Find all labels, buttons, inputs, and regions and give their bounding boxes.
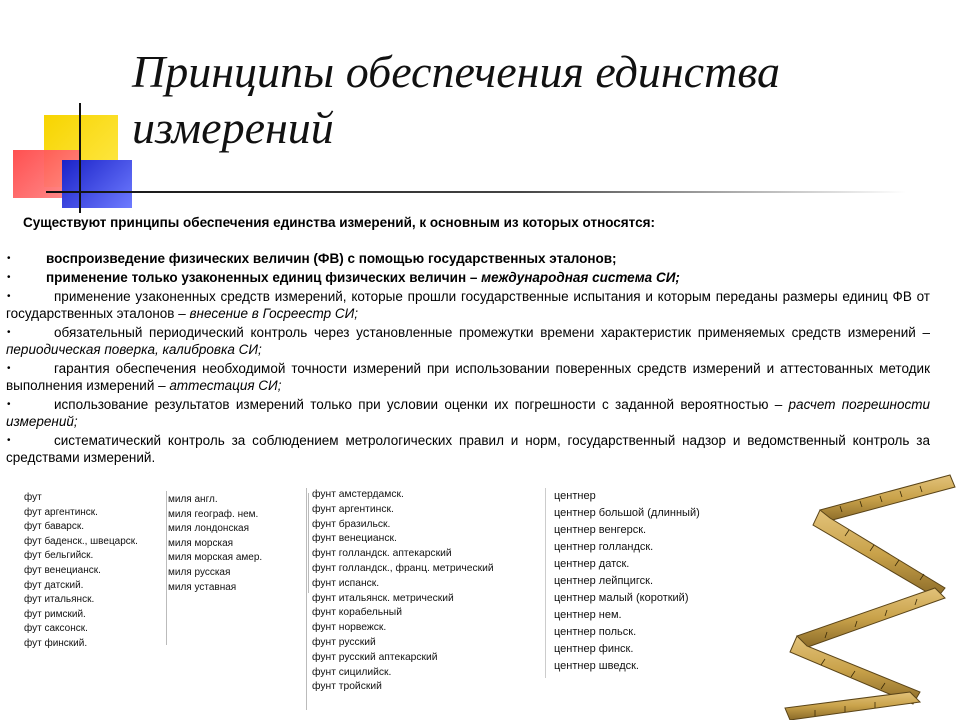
unit-list-item: миля уставная bbox=[168, 581, 237, 593]
bullet-dot-icon: • bbox=[7, 327, 11, 338]
unit-list-item: фут бельгийск. bbox=[24, 550, 94, 562]
unit-list-item: центнер большой (длинный) bbox=[554, 507, 700, 519]
unit-list-item: фут саксонск. bbox=[24, 623, 88, 635]
unit-list-item: миля морская амер. bbox=[168, 552, 263, 564]
bullet-item: • гарантия обеспечения необходимой точности измерений при использовании поверенных средств измерений и аттестованных методик выполнения измерений – аттестация СИ; bbox=[6, 361, 930, 393]
unit-list-item: миля русская bbox=[168, 566, 231, 578]
unit-list-item: фунт русский аптекарский bbox=[312, 651, 438, 663]
unit-list-item: центнер шведск. bbox=[554, 660, 639, 672]
unit-list-item: фут баварск. bbox=[24, 521, 85, 533]
pound-units-list bbox=[306, 488, 524, 710]
unit-list-item: фунт голландск., франц. метрический bbox=[312, 562, 494, 574]
bullet-item: • систематический контроль за соблюдением метрологических правил и норм, государственный надзор и ведомственный контроль за средствами измерений. bbox=[6, 433, 930, 465]
unit-list-item: фунт сицилийск. bbox=[312, 666, 392, 678]
unit-list-item: фунт корабельный bbox=[312, 607, 402, 619]
unit-list-item: центнер bbox=[554, 490, 596, 502]
unit-list-item: фут баденск., швецарск. bbox=[24, 535, 138, 547]
unit-list-item: фунт аргентинск. bbox=[312, 503, 394, 515]
unit-list-item: фут аргентинск. bbox=[24, 506, 98, 518]
bullet-dot-icon: • bbox=[7, 399, 11, 410]
intro-text: Существуют принципы обеспечения единства измерений, к основным из которых относятся: bbox=[23, 215, 656, 230]
unit-list-item: миля англ. bbox=[168, 494, 218, 505]
principles-list bbox=[0, 250, 930, 466]
unit-list-item: миля морская bbox=[168, 537, 234, 549]
unit-list-item: центнер венгерск. bbox=[554, 524, 647, 536]
slide-title: Принципы обеспечения единства измерений bbox=[132, 46, 780, 153]
unit-list-item: центнер датск. bbox=[554, 558, 630, 570]
unit-list-item: центнер финск. bbox=[554, 643, 634, 655]
unit-list-item: фунт амстердамск. bbox=[312, 489, 404, 500]
centner-units-list bbox=[545, 488, 754, 678]
unit-list-item: фунт итальянск. метрический bbox=[312, 592, 454, 604]
unit-list-item: фут римский. bbox=[24, 608, 86, 620]
bullet-item: • применение только узаконенных единиц физических величин – международная система СИ; bbox=[7, 270, 680, 285]
unit-list-item: миля лондонская bbox=[168, 523, 250, 535]
unit-list-item: фут bbox=[24, 492, 42, 503]
unit-list-item: фут итальянск. bbox=[24, 594, 95, 606]
folding-ruler-image bbox=[745, 470, 960, 720]
bullet-item: • использование результатов измерений только при условии оценки их погрешности с заданной вероятностью – расчет погрешности измерений; bbox=[6, 397, 930, 429]
bullet-item: • применение узаконенных средств измерений, которые прошли государственные испытания и которым переданы размеры единиц ФВ от государственных эталонов – внесение в Госреестр СИ; bbox=[6, 289, 930, 321]
unit-list-item: фунт норвежск. bbox=[312, 622, 387, 634]
bullet-dot-icon: • bbox=[7, 272, 11, 283]
miles-units-list bbox=[164, 493, 309, 593]
unit-list-item: центнер малый (короткий) bbox=[554, 592, 689, 604]
bullet-dot-icon: • bbox=[7, 363, 11, 374]
bullet-item: • обязательный периодический контроль через установленные промежутки времени характеристик применяемых средств измерений – периодическая поверка, калибровка СИ; bbox=[6, 325, 930, 357]
unit-list-item: фунт голландск. аптекарский bbox=[312, 548, 452, 560]
bullet-dot-icon: • bbox=[7, 253, 11, 264]
unit-list-item: фунт бразильск. bbox=[312, 518, 391, 530]
decor-vertical-line bbox=[79, 103, 81, 213]
unit-list-item: фут датский. bbox=[24, 579, 84, 591]
unit-list-item: центнер польск. bbox=[554, 626, 637, 638]
unit-list-item: центнер нем. bbox=[554, 609, 622, 621]
title-underline bbox=[46, 191, 906, 193]
unit-list-item: фут венецианск. bbox=[24, 564, 101, 576]
bullet-dot-icon: • bbox=[7, 435, 11, 446]
bullet-item: • воспроизведение физических величин (ФВ) с помощью государственных эталонов; bbox=[7, 251, 617, 266]
bullet-dot-icon: • bbox=[7, 291, 11, 302]
unit-list-item: фунт тройский bbox=[312, 681, 382, 693]
unit-list-item: фунт венецианск. bbox=[312, 533, 397, 545]
decor-blue-square bbox=[62, 160, 132, 208]
feet-units-list bbox=[18, 491, 167, 649]
unit-list-item: центнер лейпцигск. bbox=[554, 575, 653, 587]
unit-list-item: фунт русский bbox=[312, 636, 376, 648]
unit-list-item: миля географ. нем. bbox=[168, 508, 259, 520]
unit-list-item: центнер голландск. bbox=[554, 541, 654, 553]
unit-list-item: фут финский. bbox=[24, 637, 88, 649]
unit-list-item: фунт испанск. bbox=[312, 577, 380, 589]
